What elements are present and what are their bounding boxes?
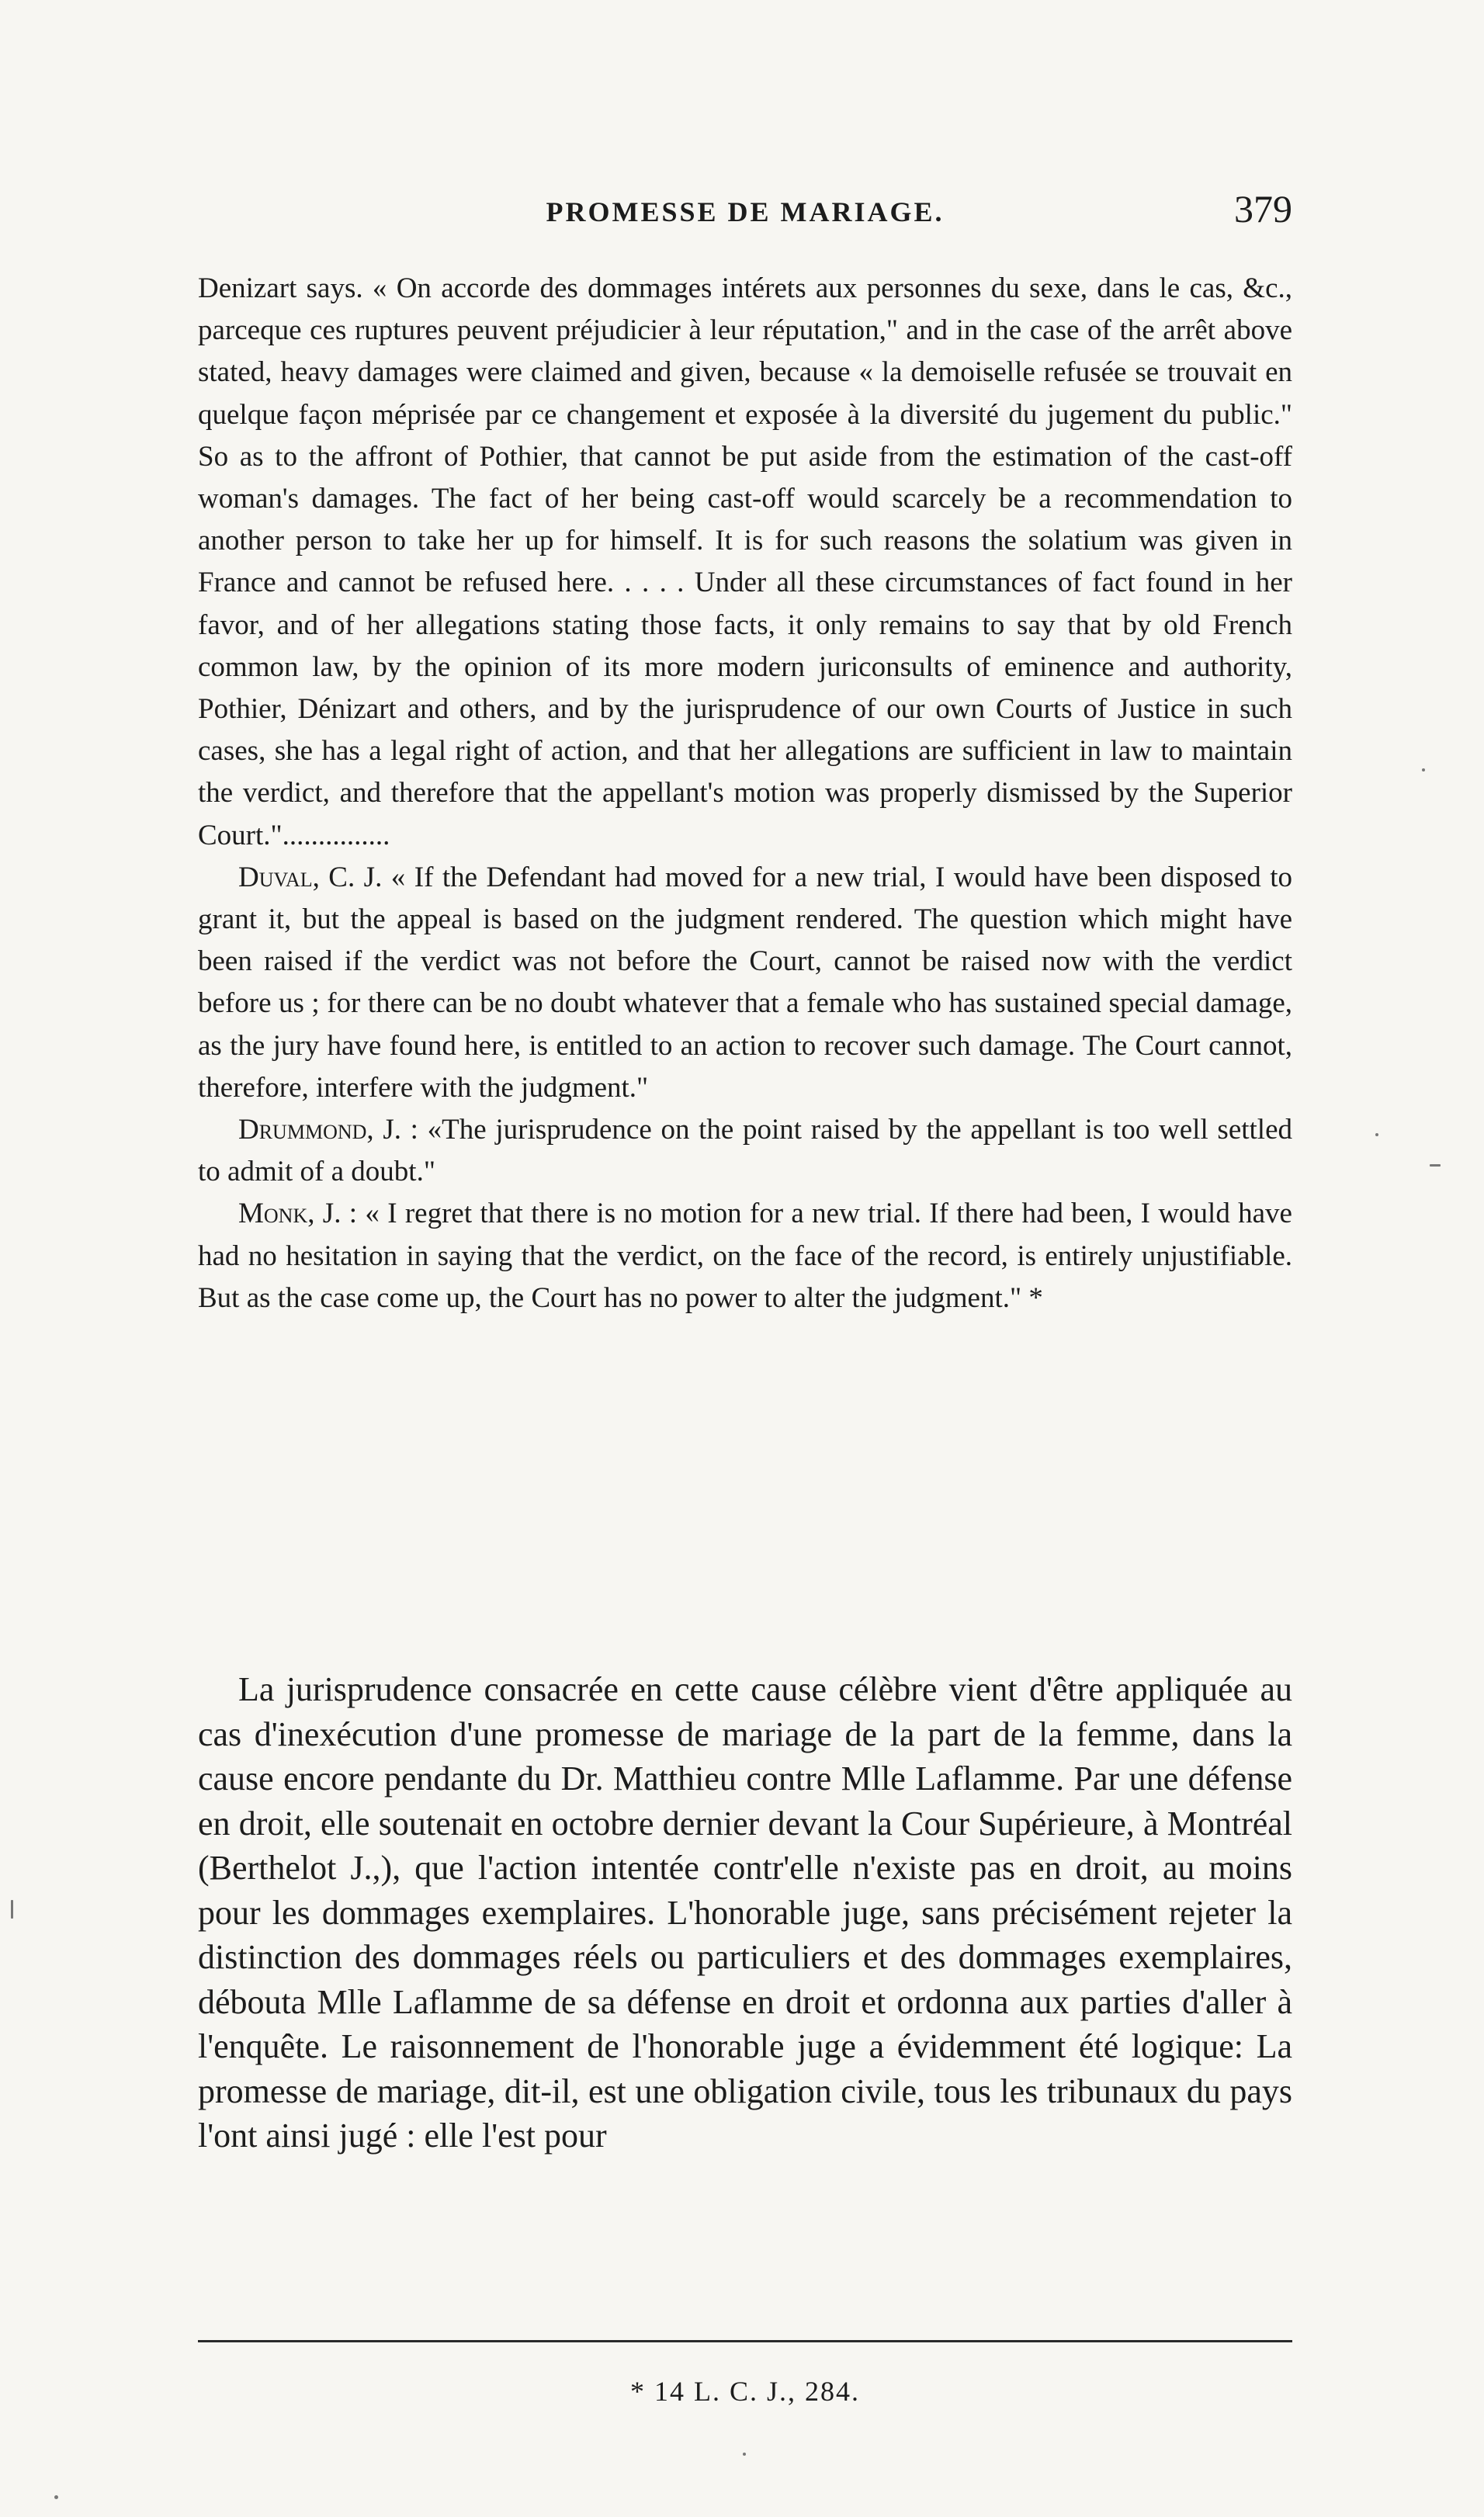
scan-speck	[54, 2495, 58, 2499]
drummond-opinion	[198, 1109, 1292, 1193]
page-header	[198, 186, 1292, 248]
quote-paragraph: Denizart says. « On accorde des dommages intérets aux personnes du sexe, dans le cas, &c., parceque ces ruptures peuvent préjudicier à leur réputation," and in the case of the arrêt above stated, heavy damages were claimed and given, because « la demoiselle refusée se trouvait en quelque façon méprisée par ce changement et exposée à la diversité du jugement du public." So as to the affront of Pothier, that cannot be put aside from the estimation of the cast-off woman's damages. The fact of her being cast-off would scarcely be a recommendation to another person to take her up for himself. It is for such reasons the solatium was given in France and cannot be refused here. . . . . Under all these circumstances of fact found in her favor, and of her allegations stating those facts, it only remains to say that by old French common law, by the opinion of its more modern juriconsults of eminence and authority, Pothier, Dénizart and others, and by the jurisprudence of our own Courts of Justice in such cases, she has a legal right of action, and that her allegations are sufficient in law to maintain the verdict, and therefore that the appellant's motion was properly dismissed by the Superior Court."...............	[198, 272, 1292, 851]
duval-opinion	[198, 857, 1292, 1109]
main-text	[198, 1667, 1292, 2158]
main-paragraph: La jurisprudence consacrée en cette cause célèbre vient d'être appliquée au cas d'inexécution d'une promesse de mariage de la part de la femme, dans la cause encore pendante du Dr. Matthieu contre Mlle Laflamme. Par une défense en droit, elle soutenait en octobre dernier devant la Cour Supérieure, à Montréal (Berthelot J.,), que l'action intentée contr'elle n'existe pas en droit, au moins pour les dommages exemplaires. L'honorable juge, sans précisément rejeter la distinction des dommages réels ou particuliers et des dommages exemplaires, débouta Mlle Laflamme de sa défense en droit et ordonna aux parties d'aller à l'enquête. Le raisonnement de l'honorable juge a évidemment été logique: La promesse de mariage, dit-il, est une obligation civile, tous les tribunaux du pays l'ont ainsi jugé : elle l'est pour	[198, 1670, 1292, 2155]
judge-name-drummond: Drummond, J. :	[238, 1114, 418, 1146]
running-title: PROMESSE DE MARIAGE.	[546, 196, 945, 227]
drummond-text: «The jurisprudence on the point raised by the appellant is too well settled to admit of a doubt."	[198, 1114, 1292, 1188]
scan-speck	[11, 1900, 13, 1919]
scan-speck	[743, 2453, 746, 2456]
judge-name-monk: Monk, J. :	[238, 1198, 358, 1230]
quoted-judgment	[198, 268, 1292, 1319]
footnote-rule	[198, 2340, 1292, 2342]
monk-opinion	[198, 1193, 1292, 1319]
page-number: 379	[1234, 187, 1292, 231]
scan-speck	[1430, 1164, 1441, 1167]
monk-text: « I regret that there is no motion for a new trial. If there had been, I would have had no hesitation in saying that the verdict, on the face of the record, is entirely unjustifiable. But as the case come up, the Court has no power to alter the judgment." *	[198, 1198, 1292, 1314]
scan-speck	[1422, 768, 1425, 771]
footnote: * 14 L. C. J., 284.	[629, 2376, 860, 2407]
scan-speck	[1375, 1133, 1378, 1136]
judge-name-duval: Duval, C. J.	[238, 861, 383, 893]
duval-text: « If the Defendant had moved for a new trial, I would have been disposed to grant it, but the appeal is based on the judgment rendered. The question which might have been raised if the verdict was not before the Court, cannot be raised now with the verdict before us ; for there can be no doubt whatever that a female who has sustained special damage, as the jury have found here, is entitled to an action to recover such damage. The Court cannot, therefore, interfere with the judgment."	[198, 861, 1293, 1104]
